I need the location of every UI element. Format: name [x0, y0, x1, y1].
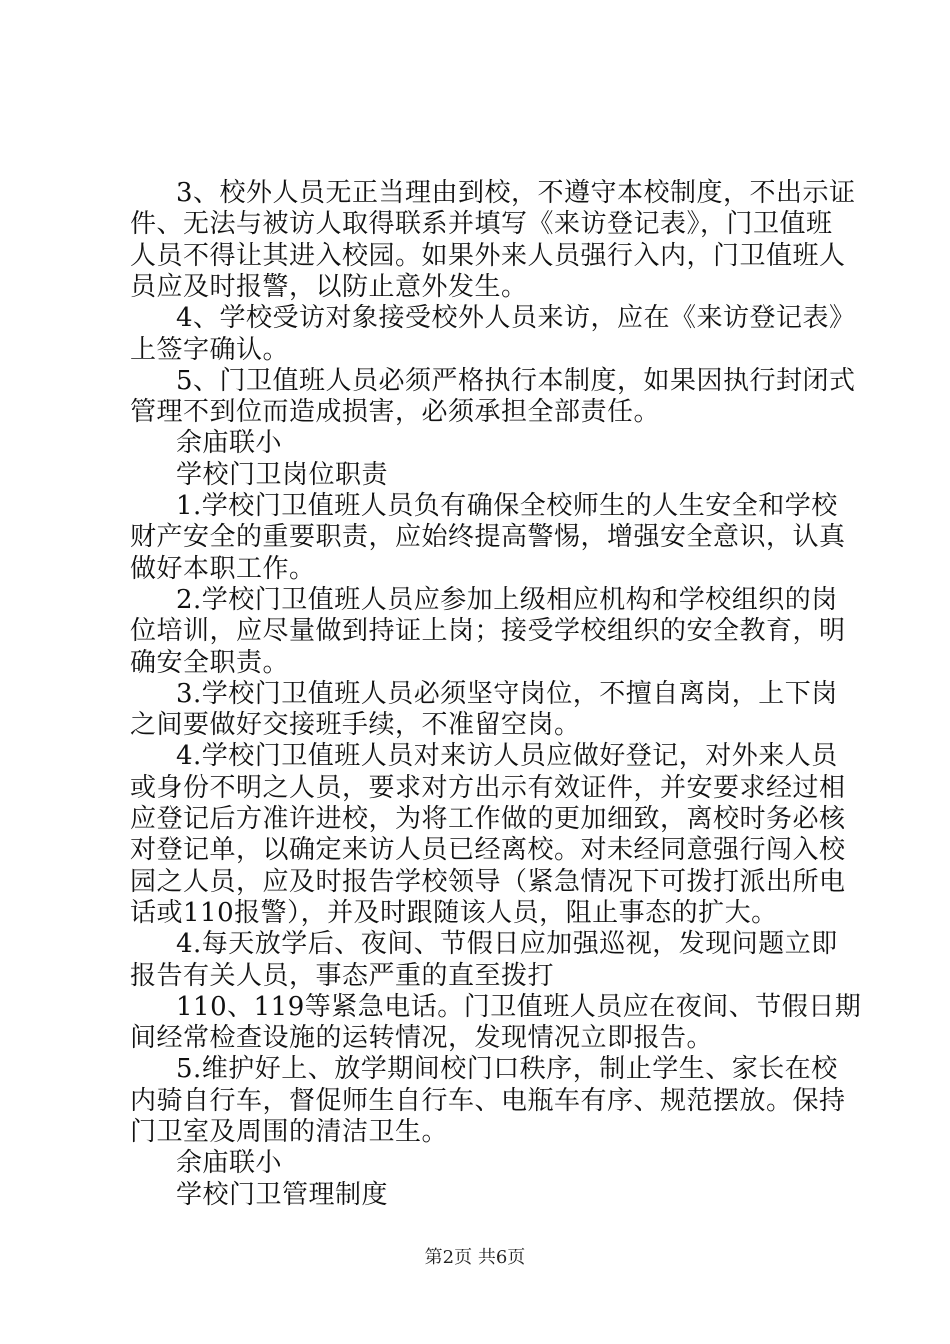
text-line: 应登记后方准许进校，为将工作做的更加细致，离校时务必核 [130, 804, 846, 834]
text-line: 员应及时报警，以防止意外发生。 [130, 272, 528, 302]
text-line: 确安全职责。 [130, 648, 290, 678]
text-line: 3、校外人员无正当理由到校，不遵守本校制度，不出示证 [176, 178, 856, 208]
text-line: 园之人员，应及时报告学校领导（紧急情况下可拨打派出所电 [130, 867, 846, 897]
text-line: 人员不得让其进入校园。如果外来人员强行入内，门卫值班人 [130, 241, 846, 271]
text-line: 2.学校门卫值班人员应参加上级相应机构和学校组织的岗 [176, 585, 838, 615]
text-line: 财产安全的重要职责，应始终提高警惕，增强安全意识，认真 [130, 522, 846, 552]
text-line: 之间要做好交接班手续，不准留空岗。 [130, 710, 581, 740]
text-line: 4.每天放学后、夜间、节假日应加强巡视，发现问题立即 [176, 929, 838, 959]
page-number: 第2页 共6页 [424, 1247, 526, 1268]
text-line: 话或110报警），并及时跟随该人员，阻止事态的扩大。 [130, 898, 778, 928]
section-title: 学校门卫岗位职责 [176, 460, 389, 490]
school-name: 余庙联小 [176, 428, 283, 458]
text-line: 管理不到位而造成损害，必须承担全部责任。 [130, 397, 661, 427]
school-name: 余庙联小 [176, 1148, 283, 1178]
section-title: 学校门卫管理制度 [176, 1180, 389, 1210]
text-line: 对登记单，以确定来访人员已经离校。对未经同意强行闯入校 [130, 835, 846, 865]
text-line: 5、门卫值班人员必须严格执行本制度，如果因执行封闭式 [176, 366, 856, 396]
text-line: 间经常检查设施的运转情况，发现情况立即报告。 [130, 1023, 714, 1053]
text-line: 4.学校门卫值班人员对来访人员应做好登记，对外来人员 [176, 741, 838, 771]
text-line: 上签字确认。 [130, 335, 290, 365]
text-line: 110、119等紧急电话。门卫值班人员应在夜间、节假日期 [176, 992, 862, 1022]
text-line: 位培训，应尽量做到持证上岗；接受学校组织的安全教育，明 [130, 616, 846, 646]
text-line: 5.维护好上、放学期间校门口秩序，制止学生、家长在校 [176, 1054, 838, 1084]
text-line: 报告有关人员，事态严重的直至拨打 [130, 961, 555, 991]
text-line: 内骑自行车，督促师生自行车、电瓶车有序、规范摆放。保持 [130, 1086, 846, 1116]
text-line: 做好本职工作。 [130, 554, 316, 584]
text-line: 1.学校门卫值班人员负有确保全校师生的人生安全和学校 [176, 491, 838, 521]
text-line: 门卫室及周围的清洁卫生。 [130, 1117, 449, 1147]
text-line: 3.学校门卫值班人员必须坚守岗位，不擅自离岗，上下岗 [176, 679, 838, 709]
text-line: 或身份不明之人员，要求对方出示有效证件，并安要求经过相 [130, 773, 846, 803]
text-line: 件、无法与被访人取得联系并填写《来访登记表》，门卫值班 [130, 209, 833, 239]
text-line: 4、学校受访对象接受校外人员来访，应在《来访登记表》 [176, 303, 856, 333]
